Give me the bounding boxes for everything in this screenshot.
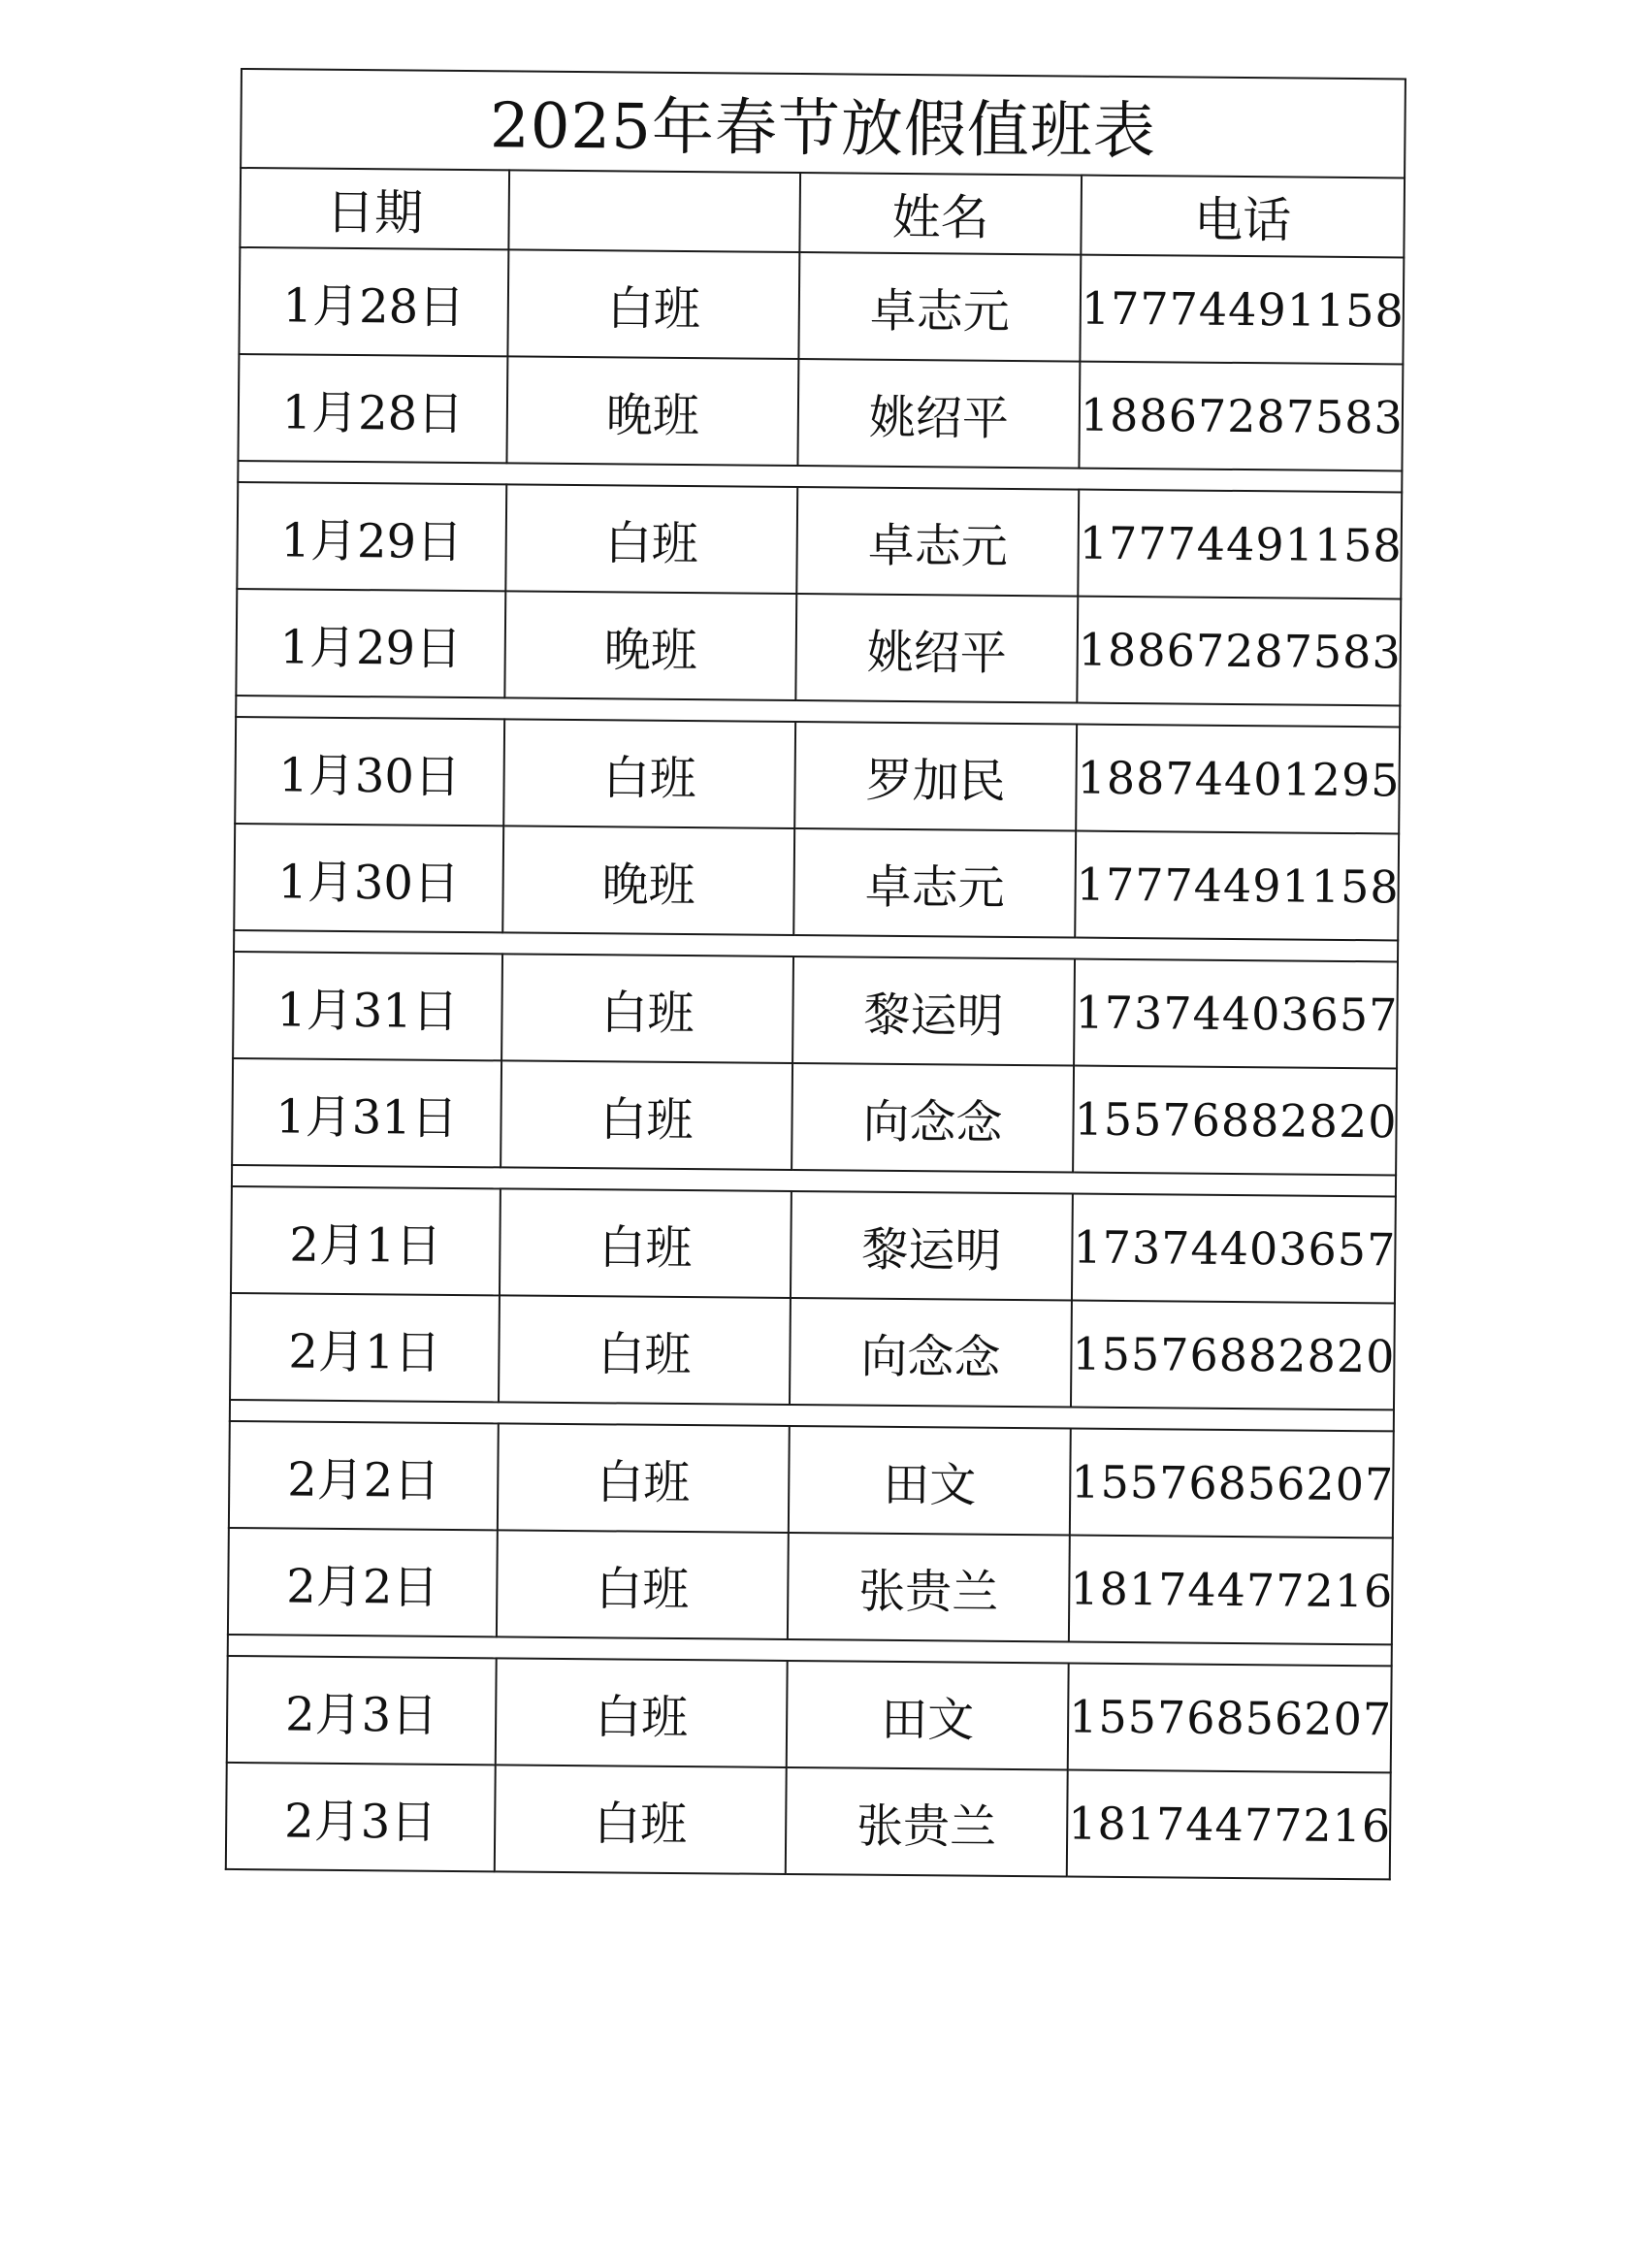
phone-cell: 15576856207 [1070,1429,1394,1539]
header-phone: 电话 [1081,176,1405,258]
shift-cell: 白班 [501,1060,792,1170]
date-cell: 1月31日 [233,952,502,1060]
date-cell: 2月3日 [227,1656,497,1765]
phone-cell: 18867287583 [1077,597,1401,706]
name-cell: 姚绍平 [795,594,1078,703]
shift-cell: 晚班 [502,826,794,935]
name-cell: 田文 [789,1426,1071,1536]
table-row [226,1763,1391,1879]
shift-cell: 白班 [498,1423,790,1533]
shift-cell: 晚班 [506,356,798,466]
table-row [227,1656,1392,1772]
duty-roster-sheet [225,68,1405,1880]
name-cell: 黎运明 [791,1191,1073,1301]
phone-cell: 18174477216 [1067,1770,1391,1880]
phone-cell: 15576882820 [1073,1066,1397,1176]
date-cell: 1月31日 [232,1058,501,1167]
date-cell: 1月30日 [235,717,504,826]
date-cell: 1月29日 [236,589,505,697]
roster-body [226,247,1405,1879]
date-cell: 1月28日 [239,247,508,356]
table-row [236,589,1401,705]
table-row [238,354,1403,470]
name-cell: 卓志元 [798,252,1081,362]
table-row [233,952,1398,1068]
table-row [231,1186,1396,1303]
shift-cell: 白班 [501,954,793,1063]
phone-cell: 18867287583 [1079,362,1403,471]
shift-cell: 白班 [496,1658,788,1767]
phone-cell: 18874401295 [1076,725,1400,834]
phone-cell: 17774491158 [1075,831,1399,941]
table-row [237,482,1402,599]
shift-cell: 白班 [505,484,797,594]
table-row [239,247,1404,364]
table-row [229,1421,1394,1538]
name-cell: 向念念 [790,1298,1072,1408]
table-row [230,1293,1395,1409]
phone-cell: 15576882820 [1071,1301,1395,1410]
name-cell: 张贵兰 [786,1767,1068,1877]
name-cell: 姚绍平 [797,359,1080,469]
date-cell: 1月30日 [234,824,503,932]
date-cell: 2月2日 [228,1528,498,1636]
name-cell: 黎运明 [792,956,1075,1066]
date-cell: 2月2日 [229,1421,499,1530]
name-cell: 向念念 [792,1063,1074,1173]
phone-cell: 15576856207 [1068,1664,1392,1773]
date-cell: 1月28日 [238,354,507,463]
shift-cell: 白班 [500,1188,792,1298]
shift-cell: 白班 [495,1765,787,1874]
duty-roster-table [225,68,1406,1880]
table-row [235,717,1400,833]
name-cell: 张贵兰 [788,1533,1070,1642]
header-date: 日期 [240,168,509,249]
name-cell: 卓志元 [796,487,1079,597]
table-row [234,824,1399,940]
shift-cell: 白班 [503,719,795,828]
table-row [228,1528,1393,1644]
phone-cell: 17774491158 [1078,490,1402,599]
date-cell: 2月3日 [226,1763,496,1871]
shift-cell: 晚班 [504,591,796,700]
name-cell: 田文 [787,1661,1069,1770]
phone-cell: 17374403657 [1072,1194,1396,1304]
shift-cell: 白班 [507,249,799,359]
shift-cell: 白班 [499,1295,791,1405]
shift-cell: 白班 [497,1530,789,1639]
phone-cell: 17374403657 [1074,959,1398,1069]
name-cell: 罗加民 [794,722,1077,831]
date-cell: 2月1日 [230,1293,500,1402]
header-name: 姓名 [799,173,1082,255]
table-row [232,1058,1397,1175]
phone-cell: 17774491158 [1080,255,1404,365]
name-cell: 卓志元 [793,828,1076,938]
date-cell: 2月1日 [231,1186,501,1295]
page-title: 2025年春节放假值班表 [241,69,1406,178]
date-cell: 1月29日 [237,482,506,591]
phone-cell: 18174477216 [1069,1536,1393,1645]
header-shift [508,170,800,252]
